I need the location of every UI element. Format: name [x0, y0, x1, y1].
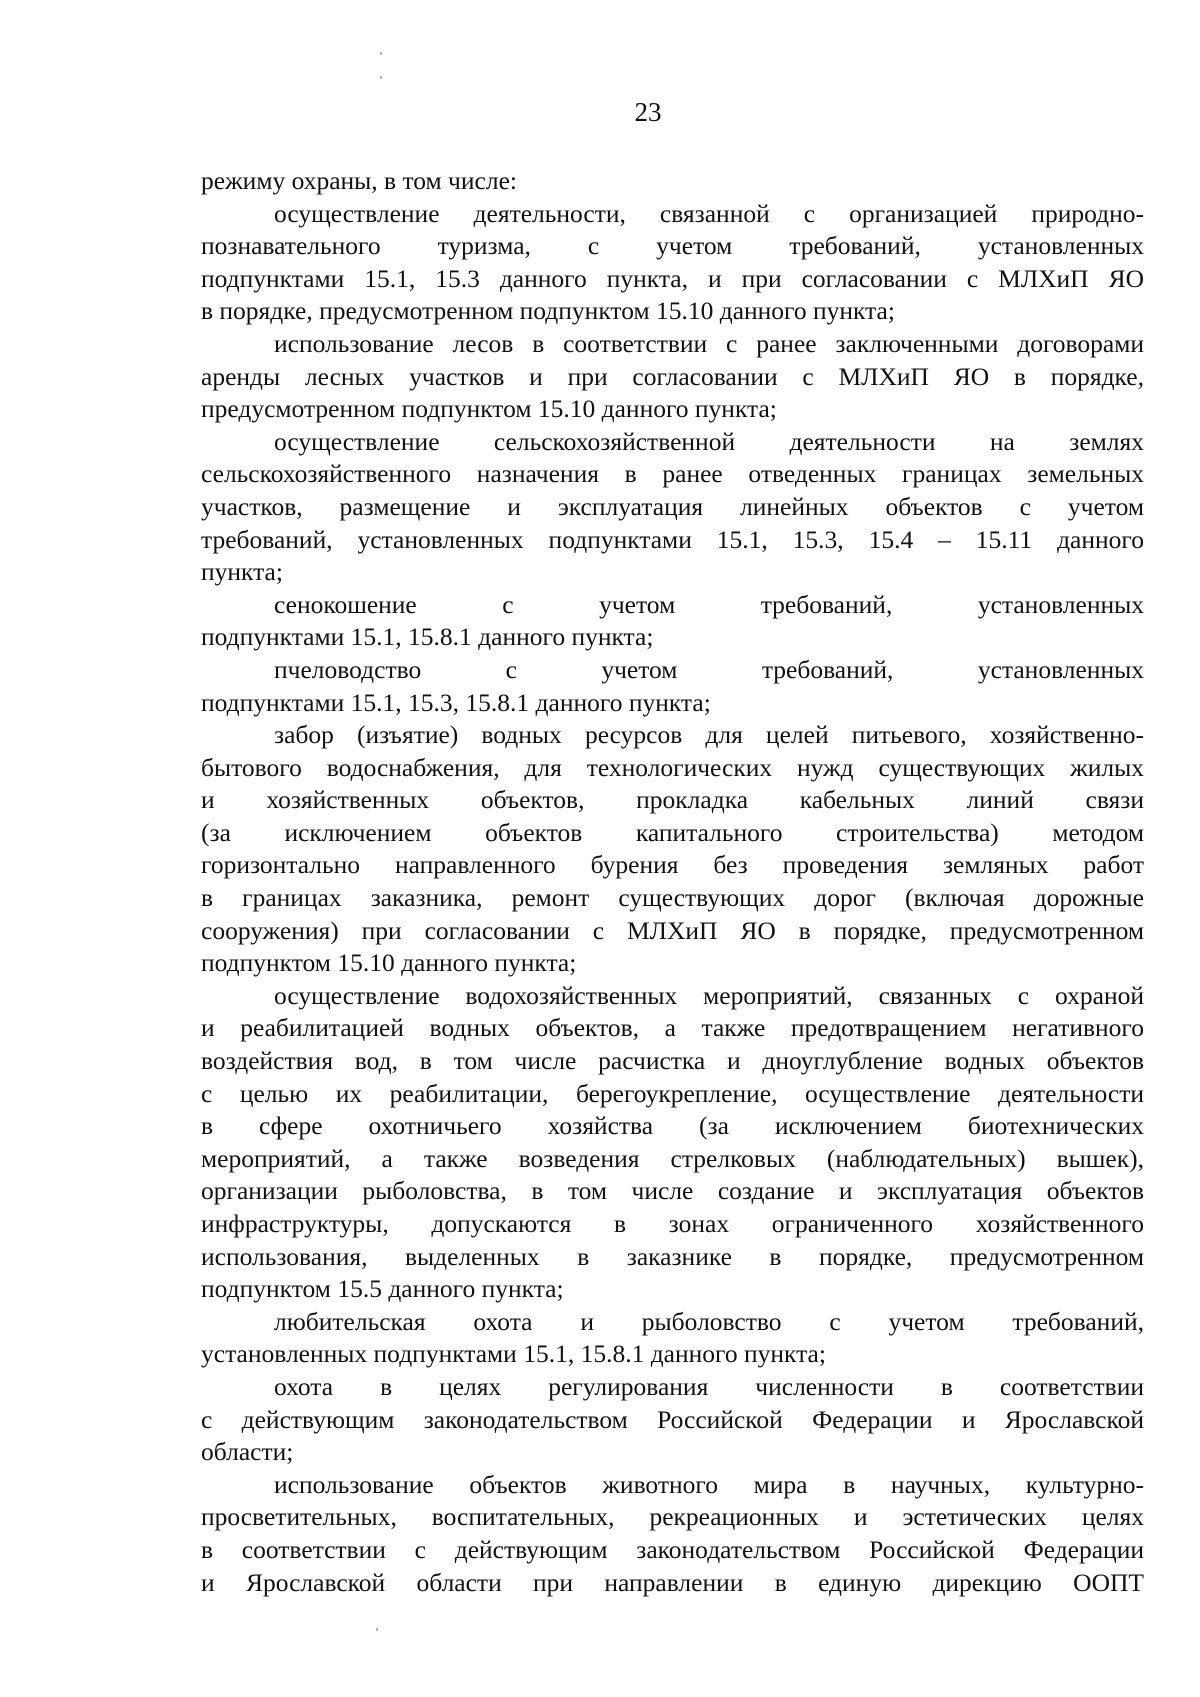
text-line: использование объектов животного мира в научных, культурно- [274, 1469, 1144, 1499]
text-line: просветительных, воспитательных, рекреационных и эстетических целях [201, 1502, 1144, 1532]
text-line: с действующим законодательством Российской Федерации и Ярославской [201, 1404, 1144, 1434]
scan-speck [376, 1628, 378, 1631]
text-line: и Ярославской области при направлении в единую дирекцию ООПТ [201, 1567, 1144, 1597]
text-line: подпунктами 15.1, 15.8.1 данного пункта; [201, 622, 654, 652]
text-line: горизонтально направленного бурения без проведения земляных работ [201, 850, 1144, 880]
text-line: в порядке, предусмотренном подпунктом 15.10 данного пункта; [201, 296, 895, 326]
text-line: подпунктами 15.1, 15.3, 15.8.1 данного пункта; [201, 687, 711, 717]
text-line: в сфере охотничьего хозяйства (за исключением биотехнических [201, 1111, 1144, 1141]
text-line: пункта; [201, 557, 283, 587]
text-line: области; [201, 1437, 294, 1467]
text-line: и реабилитацией водных объектов, а также предотвращением негативного [201, 1013, 1144, 1043]
scan-speck [380, 52, 382, 55]
text-line: в соответствии с действующим законодательством Российской Федерации [201, 1534, 1144, 1564]
text-line: с целью их реабилитации, берегоукрепление, осуществление деятельности [201, 1078, 1144, 1108]
text-line: установленных подпунктами 15.1, 15.8.1 данного пункта; [201, 1339, 826, 1369]
text-line: сенокошение с учетом требований, установленных [274, 589, 1144, 619]
text-line: пчеловодство с учетом требований, установленных [274, 654, 1144, 684]
text-line: бытового водоснабжения, для технологических нужд существующих жилых [201, 752, 1144, 782]
text-line: забор (изъятие) водных ресурсов для целей питьевого, хозяйственно- [274, 720, 1144, 750]
text-line: требований, установленных подпунктами 15.1, 15.3, 15.4 – 15.11 данного [201, 524, 1144, 554]
document-body [201, 165, 1144, 1599]
page-number: 23 [634, 97, 662, 127]
text-line: аренды лесных участков и при согласовании с МЛХиП ЯО в порядке, [201, 361, 1144, 391]
text-line: в границах заказника, ремонт существующих дорог (включая дорожные [201, 883, 1144, 913]
text-line: использования, выделенных в заказнике в порядке, предусмотренном [201, 1241, 1144, 1271]
text-line: сооружения) при согласовании с МЛХиП ЯО в порядке, предусмотренном [201, 915, 1144, 945]
text-line: (за исключением объектов капитального строительства) методом [201, 817, 1144, 847]
text-line: осуществление деятельности, связанной с организацией природно- [274, 198, 1144, 228]
text-line: участков, размещение и эксплуатация линейных объектов с учетом [201, 491, 1144, 521]
text-line: осуществление сельскохозяйственной деятельности на землях [274, 426, 1144, 456]
text-line: сельскохозяйственного назначения в ранее отведенных границах земельных [201, 459, 1144, 489]
text-line: подпунктом 15.10 данного пункта; [201, 948, 577, 978]
scan-speck [380, 76, 382, 79]
text-line: подпунктами 15.1, 15.3 данного пункта, и при согласовании с МЛХиП ЯО [201, 263, 1144, 293]
text-line: познавательного туризма, с учетом требований, установленных [201, 231, 1144, 261]
text-line: предусмотренном подпунктом 15.10 данного пункта; [201, 394, 777, 424]
text-line: воздействия вод, в том числе расчистка и дноуглубление водных объектов [201, 1046, 1144, 1076]
text-line: использование лесов в соответствии с ранее заключенными договорами [274, 328, 1144, 358]
text-line: и хозяйственных объектов, прокладка кабельных линий связи [201, 785, 1144, 815]
text-line: любительская охота и рыболовство с учетом требований, [274, 1306, 1144, 1336]
text-line: организации рыболовства, в том числе создание и эксплуатация объектов [201, 1176, 1144, 1206]
text-line: охота в целях регулирования численности в соответствии [274, 1371, 1144, 1401]
text-line: мероприятий, а также возведения стрелковых (наблюдательных) вышек), [201, 1143, 1144, 1173]
text-line: осуществление водохозяйственных мероприятий, связанных с охраной [274, 980, 1144, 1010]
text-line: инфраструктуры, допускаются в зонах ограниченного хозяйственного [201, 1209, 1144, 1238]
text-line: подпунктом 15.5 данного пункта; [201, 1274, 564, 1304]
text-line: режиму охраны, в том числе: [201, 166, 517, 195]
